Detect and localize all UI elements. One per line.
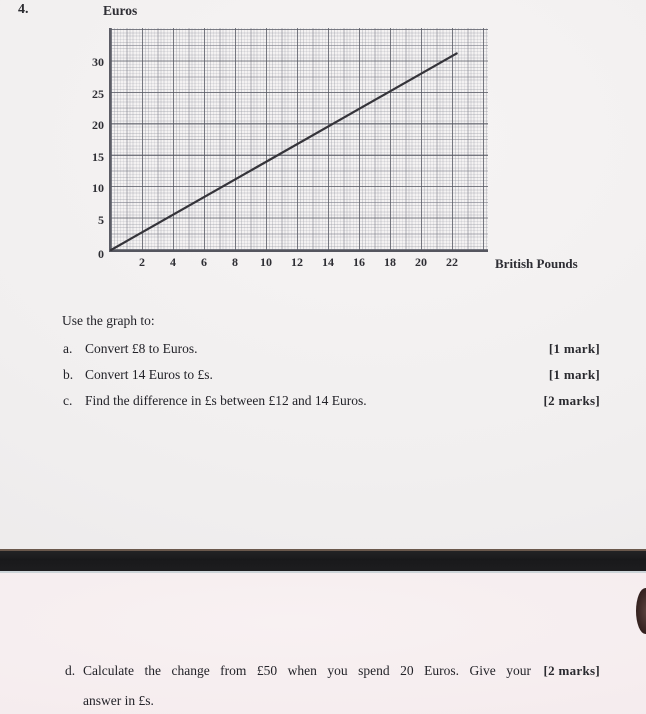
x-tick-label: 22 [446, 255, 458, 269]
question-b-text: Convert 14 Euros to £s. [85, 367, 213, 382]
x-tick-label: 18 [384, 255, 396, 269]
question-b [63, 367, 600, 385]
question-c-marks: [2 marks] [543, 393, 600, 408]
question-d-letter: d. [65, 663, 76, 678]
question-d-text-line1: Calculate the change from £50 when you spend 20 Euros. Give your [83, 663, 531, 678]
question-d [65, 663, 600, 709]
y-tick-label: 25 [92, 86, 104, 101]
conversion-line [111, 53, 457, 250]
x-tick-label: 2 [139, 255, 145, 269]
question-c [63, 393, 600, 411]
x-tick-label: 6 [201, 255, 207, 269]
question-a-text: Convert £8 to Euros. [85, 341, 198, 356]
x-tick-label: 10 [260, 255, 272, 269]
chart-title: Euros [103, 3, 138, 18]
y-tick-label: 30 [92, 55, 104, 69]
x-tick-label: 4 [170, 255, 176, 269]
x-tick-label: 8 [232, 255, 238, 269]
x-tick-label: 14 [322, 255, 334, 269]
y-tick-label: 0 [98, 247, 104, 261]
x-axis-label: British Pounds [495, 256, 578, 271]
conversion-graph [0, 0, 646, 290]
question-b-letter: b. [63, 367, 74, 382]
question-b-marks: [1 mark] [548, 367, 600, 382]
y-tick-label: 10 [92, 181, 104, 195]
y-tick-label: 15 [92, 149, 104, 164]
conversion-line-svg [111, 28, 488, 250]
page-separator-bar [0, 549, 646, 573]
y-tick-label: 5 [98, 212, 104, 227]
x-tick-label: 12 [291, 255, 303, 269]
intro-text: Use the graph to: [62, 313, 155, 328]
question-d-text-line2: answer in £s. [83, 693, 154, 708]
y-tick-label: 20 [92, 118, 104, 132]
question-a-marks: [1 mark] [548, 341, 600, 356]
x-tick-label: 20 [415, 255, 427, 269]
question-c-letter: c. [63, 393, 73, 408]
question-d-marks: [2 marks] [543, 663, 600, 678]
x-tick-label: 16 [353, 255, 365, 269]
question-a-letter: a. [63, 341, 73, 356]
question-a [63, 341, 600, 359]
question-number: 4. [18, 2, 29, 17]
graph-paper-grid [109, 28, 488, 252]
question-c-text: Find the difference in £s between £12 and 14 Euros. [85, 393, 367, 408]
